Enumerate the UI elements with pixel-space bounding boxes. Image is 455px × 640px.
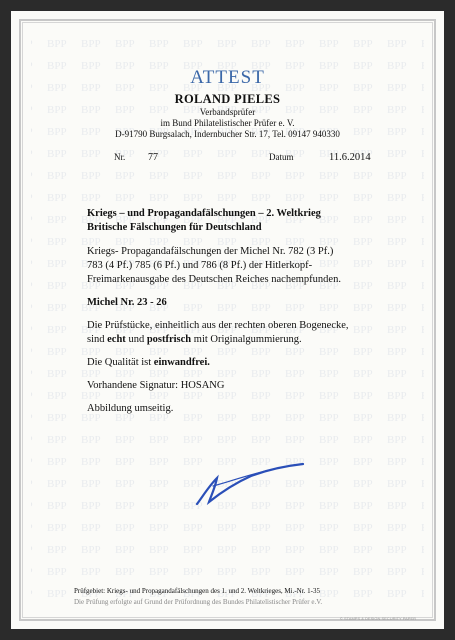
copyright-notice: © STAMPS & DESIGN SECURITY PAPER [339,616,416,621]
certificate-number: 77 [148,152,158,163]
description-line-1: Kriegs- Propagandafälschungen der Michel Nr. 782 (3 Pf.) [87,246,334,257]
expert-name: ROLAND PIELES [174,92,281,106]
certificate-date: 11.6.2014 [329,152,371,163]
michel-number: Michel Nr. 23 - 26 [87,297,167,308]
description-line-2: 783 (4 Pf.) 785 (6 Pf.) und 786 (8 Pf.) der Hitlerkopf- [87,260,313,271]
test-basis: Die Prüfung erfolgte auf Grund der Prüfordnung des Bundes Philatelistischer Prüfer e.V. [74,598,323,606]
certificate-body [87,207,404,416]
certificate-page [11,11,444,629]
condition-and: und [125,334,147,345]
quality-value: einwandfrei. [153,357,210,368]
expert-association: im Bund Philatelistischer Prüfer e. V. [160,118,295,128]
condition-gum: mit Originalgummierung. [191,334,302,345]
quality-label: Die Qualität ist [87,357,154,368]
heading-line-1: Kriegs – und Propagandafälschungen – 2. Weltkrieg [87,208,321,219]
certificate-footer [74,586,424,608]
certificate-title: ATTEST [190,67,265,88]
number-label: Nr. [114,152,126,162]
expert-role: Verbandsprüfer [199,107,256,117]
quality-line [87,356,404,370]
condition-postfrisch: postfrisch [146,334,192,345]
test-area: Prüfgebiet: Kriegs- und Propagandafälschungen des 1. und 2. Weltkrieges, Mi.-Nr. 1-35 [74,587,321,595]
condition-echt: echt [107,334,126,345]
expert-signature [189,456,309,516]
condition-line-1: Die Prüfstücke, einheitlich aus der rechten oberen Bogenecke, [87,320,349,331]
condition-line-2 [87,333,404,347]
description-line-3: Freimarkenausgabe des Deutschen Reiches nachempfunden. [87,274,341,285]
heading-line-2: Britische Fälschungen für Deutschland [87,222,262,233]
existing-signature: Vorhandene Signatur: HOSANG [87,380,225,391]
certificate-header [11,67,444,140]
expert-address: D-91790 Burgsalach, Indernbucher Str. 17, Tel. 09147 940330 [115,129,340,139]
condition-text: sind [87,334,108,345]
reverse-note: Abbildung umseitig. [87,403,174,414]
date-label: Datum [269,152,294,162]
